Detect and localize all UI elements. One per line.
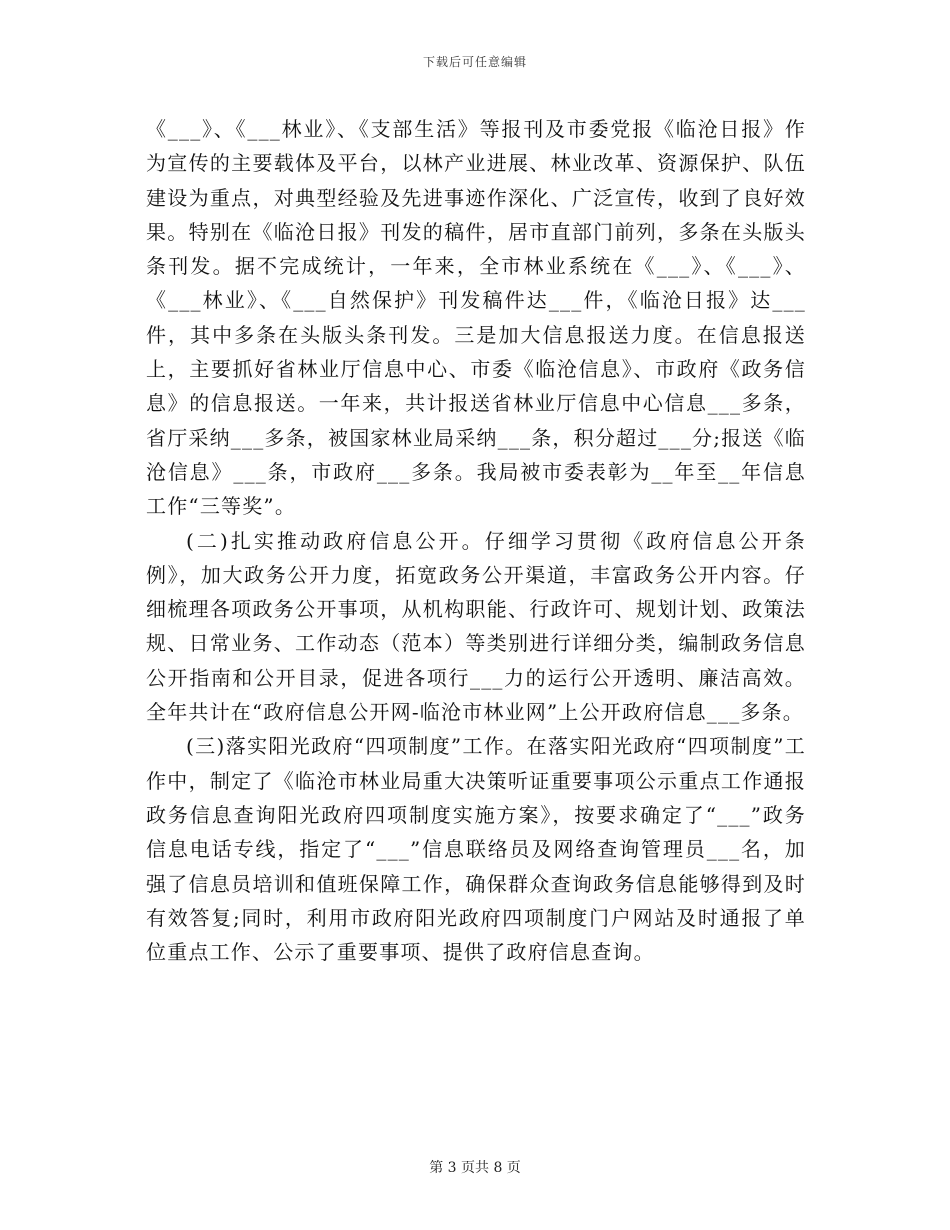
paragraph-continuation: 《___》、《___林业》、《支部生活》等报刊及市委党报《临沧日报》作为宣传的主要载体及平台，以林产业进展、林业改革、资源保护、队伍建设为重点，对典型经验及先进事迹作深化、广泛宣传，收到了良好效果。特别在《临沧日报》刊发的稿件，居市直部门前列，多条在头版头条刊发。据不完成统计，一年来，全市林业系统在《___》、《___》、《___林业》、《___自然保护》刊发稿件达___件，《临沧日报》达___件，其中多条在头版头条刊发。三是加大信息报送力度。在信息报送上，主要抓好省林业厅信息中心、市委《临沧信息》、市政府《政务信息》的信息报送。一年来，共计报送省林业厅信息中心信息___多条，省厅采纳___多条，被国家林业局采纳___条，积分超过___分;报送《临沧信息》___条，市政府___多条。我局被市委表彰为__年至__年信息工作“三等奖”。 — [146, 117, 806, 519]
paragraph-four-systems: (三)落实阳光政府“四项制度”工作。在落实阳光政府“四项制度”工作中，制定了《临沧市林业局重大决策听证重要事项公示重点工作通报政务信息查询阳光政府四项制度实施方案》，按要求确定了“___”政务信息电话专线，指定了“___”信息联络员及网络查询管理员___名，加强了信息员培训和值班保障工作，确保群众查询政务信息能够得到及时有效答复;同时，利用市政府阳光政府四项制度门户网站及时通报了单位重点工作、公示了重要事项、提供了政府信息查询。 — [146, 734, 806, 965]
page-header: 下载后可任意编辑 — [422, 55, 527, 69]
page-number: 第 3 页共 8 页 — [429, 1160, 521, 1176]
document-body — [146, 112, 806, 969]
paragraph-government-info-disclosure: (二)扎实推动政府信息公开。仔细学习贯彻《政府信息公开条例》，加大政务公开力度，拓宽政务公开渠道，丰富政务公开内容。仔细梳理各项政务公开事项，从机构职能、行政许可、规划计划、政策法规、日常业务、工作动态（范本）等类别进行详细分类，编制政务信息公开指南和公开目录，促进各项行___力的运行公开透明、廉洁高效。全年共计在“政府信息公开网-临沧市林业网”上公开政府信息___多条。 — [146, 528, 806, 725]
